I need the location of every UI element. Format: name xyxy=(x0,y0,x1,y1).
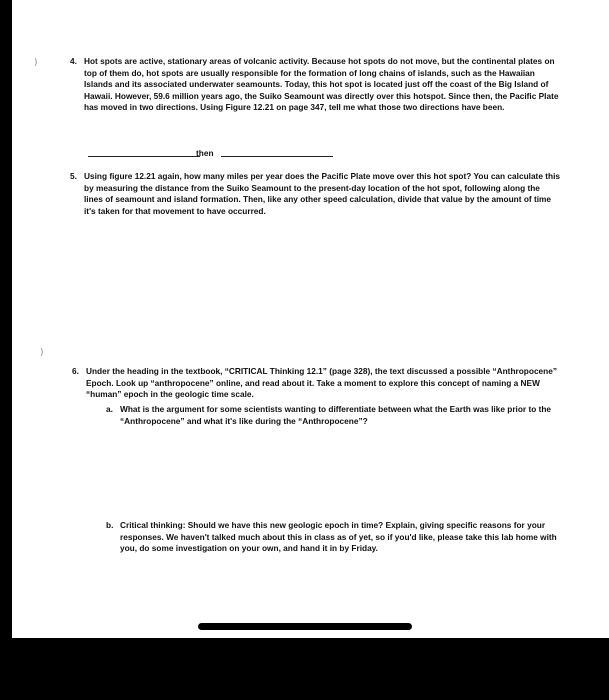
sub-question-letter: a. xyxy=(106,404,113,414)
question-6 xyxy=(72,366,566,401)
sub-question-letter: b. xyxy=(106,520,114,530)
question-6b xyxy=(106,520,566,555)
question-number: 4. xyxy=(70,56,77,66)
answer-blank-2[interactable] xyxy=(221,156,333,157)
question-text: Under the heading in the textbook, “CRITICAL Thinking 12.1” (page 328), the text discussed a possible “Anthropocene” Epoch. Look up “anthropocene” online, and read about it. Take a moment to explore this concept of naming a NEW “human” epoch in the geologic time scale. xyxy=(86,366,557,399)
question-number: 6. xyxy=(72,366,79,376)
question-text: Using figure 12.21 again, how many miles per year does the Pacific Plate move over this hot spot? You can calculate this by measuring the distance from the Suiko Seamount to the present-day location of the hot spot, following along the lines of seamount and island formation. Then, like any other speed calculation, divide that value by the amount of time it's taken for that movement to have occurred. xyxy=(84,171,560,216)
question-5 xyxy=(70,171,560,217)
worksheet-page xyxy=(12,0,609,638)
question-number: 5. xyxy=(70,171,77,181)
bottom-black-bar xyxy=(0,638,609,700)
sub-question-text: What is the argument for some scientists wanting to differentiate between what the Earth was like prior to the “Anthropocene” and what it's like during the “Anthropocene”? xyxy=(120,404,552,426)
question-6a xyxy=(106,404,562,427)
home-indicator[interactable] xyxy=(198,623,412,630)
then-label: then xyxy=(196,148,214,158)
question-4 xyxy=(70,56,564,114)
margin-mark: ) xyxy=(34,58,38,68)
sub-question-text: Critical thinking: Should we have this new geologic epoch in time? Explain, giving specific reasons for your responses. We haven't talked much about this in class as of yet, so if you'd like, please take this lab home with you, do some investigation on your own, and hand it in by Friday. xyxy=(120,520,557,553)
question-text: Hot spots are active, stationary areas of volcanic activity. Because hot spots do not move, but the continental plates on top of them do, hot spots are usually responsible for the formation of long chains of islands, such as the Hawaiian Islands and its associated underwater seamounts. Today, this hot spot is located just off the coast of the Big Island of Hawaii. However, 59.6 million years ago, the Suiko Seamount was directly over this hotspot. Since then, the Pacific Plate has moved in two directions. Using Figure 12.21 on page 347, tell me what those two directions have been. xyxy=(84,56,559,112)
answer-blank-1[interactable] xyxy=(88,156,200,157)
margin-mark: ) xyxy=(40,348,44,358)
